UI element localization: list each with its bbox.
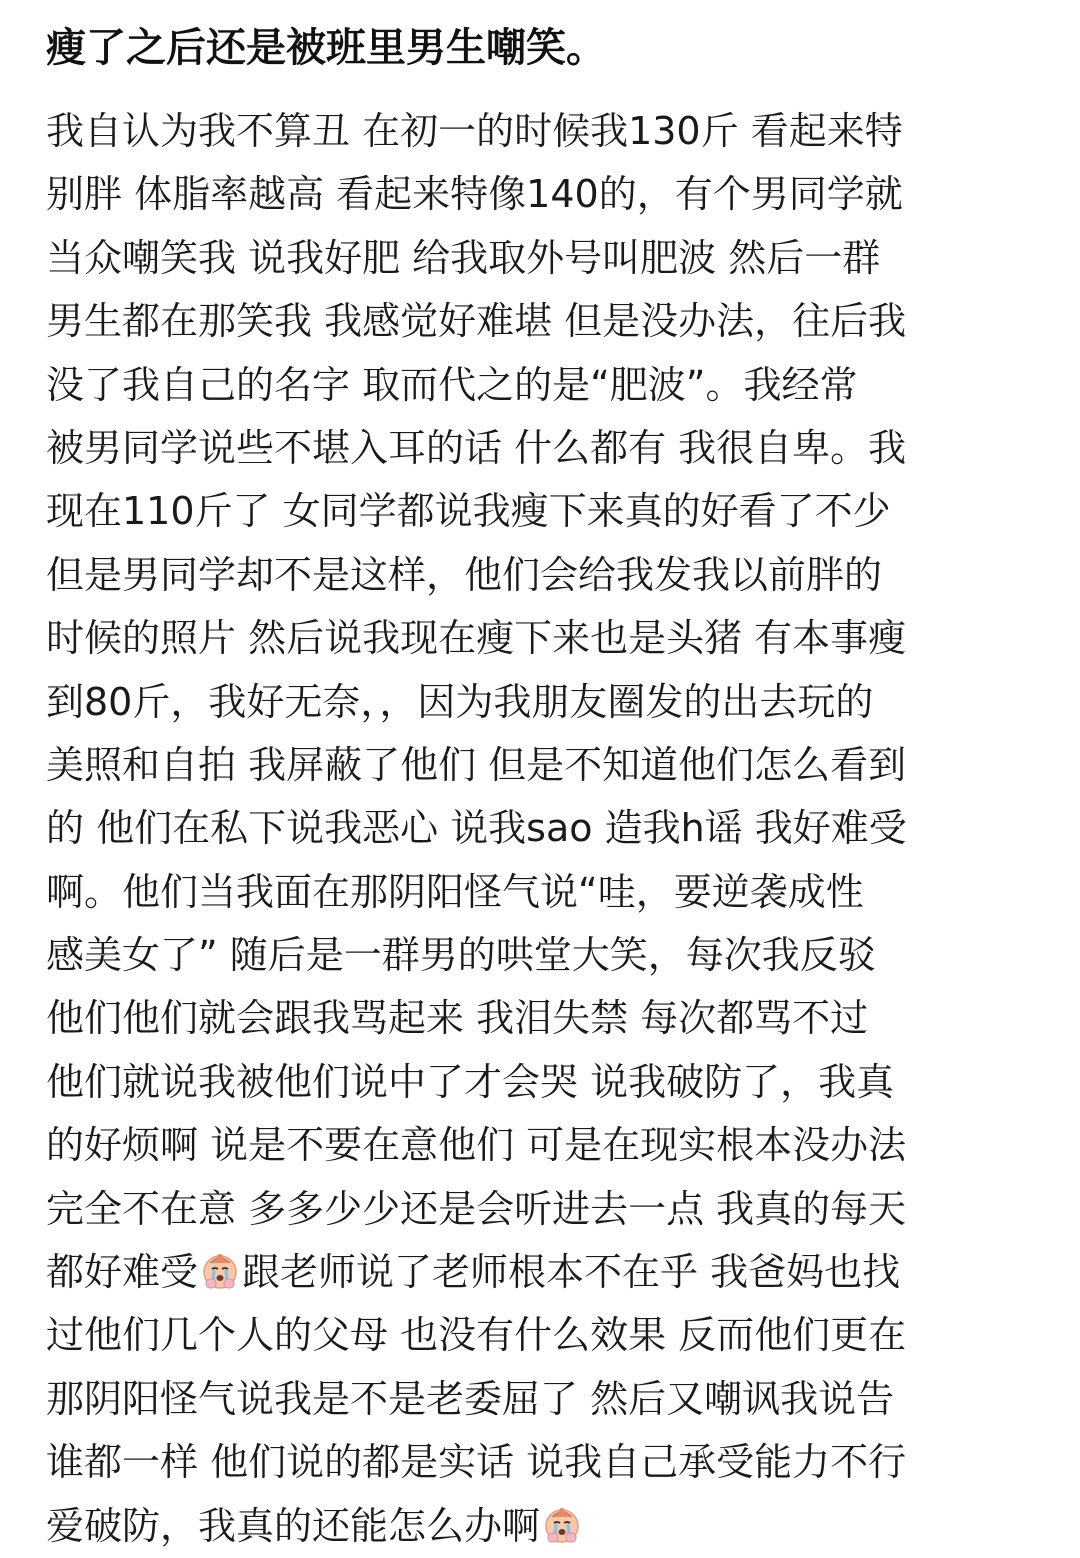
body-line-text: 爱破防，我真的还能怎么办啊 <box>46 1503 541 1548</box>
body-line: 被男同学说些不堪入耳的话 什么都有 我很自卑。我 <box>46 425 907 470</box>
crying-face-icon <box>200 1251 240 1291</box>
body-line: 的 他们在私下说我恶心 说我sao 造我h谣 我好难受 <box>46 806 907 851</box>
body-line: 完全不在意 多多少少还是会听进去一点 我真的每天 <box>46 1186 907 1231</box>
body-line: 啊。他们当我面在那阴阳怪气说“哇，要逆袭成性 <box>46 869 864 914</box>
post-body <box>46 100 1046 1558</box>
body-line: 我自认为我不算丑 在初一的时候我130斤 看起来特 <box>46 109 903 153</box>
body-line: 没了我自己的名字 取而代之的是“肥波”。我经常 <box>46 362 858 407</box>
body-line: 他们他们就会跟我骂起来 我泪失禁 每次都骂不过 <box>46 996 869 1041</box>
body-line: 过他们几个人的父母 也没有什么效果 反而他们更在 <box>46 1313 907 1358</box>
body-line: 他们就说我被他们说中了才会哭 说我破防了，我真 <box>46 1059 895 1104</box>
body-line: 感美女了” 随后是一群男的哄堂大笑，每次我反驳 <box>46 933 876 978</box>
body-line: 的好烦啊 说是不要在意他们 可是在现实根本没办法 <box>46 1123 907 1168</box>
body-line: 现在110斤了 女同学都说我瘦下来真的好看了不少 <box>46 489 891 534</box>
crying-face-icon <box>542 1505 582 1545</box>
body-line-text: 都好难受 <box>46 1250 199 1295</box>
body-line-with-emoji <box>46 1495 1046 1558</box>
post-title: 瘦了之后还是被班里男生嘲笑。 <box>46 25 606 71</box>
body-line: 谁都一样 他们说的都是实话 说我自己承受能力不行 <box>46 1440 907 1485</box>
body-line: 当众嘲笑我 说我好肥 给我取外号叫肥波 然后一群 <box>46 235 881 280</box>
body-line: 到80斤，我好无奈，，因为我朋友圈发的出去玩的 <box>46 679 874 724</box>
body-line-text: 跟老师说了老师根本不在乎 我爸妈也找 <box>242 1250 901 1295</box>
body-line-with-emoji <box>46 1241 1046 1304</box>
body-line: 时候的照片 然后说我现在瘦下来也是头猪 有本事瘦 <box>46 616 907 661</box>
body-line: 那阴阳怪气说我是不是老委屈了 然后又嘲讽我说告 <box>46 1376 895 1421</box>
body-line: 男生都在那笑我 我感觉好难堪 但是没办法，往后我 <box>46 299 907 344</box>
body-line: 但是男同学却不是这样，他们会给我发我以前胖的 <box>46 552 883 597</box>
body-line: 别胖 体脂率越高 看起来特像140的，有个男同学就 <box>46 172 903 217</box>
body-line: 美照和自拍 我屏蔽了他们 但是不知道他们怎么看到 <box>46 742 907 787</box>
